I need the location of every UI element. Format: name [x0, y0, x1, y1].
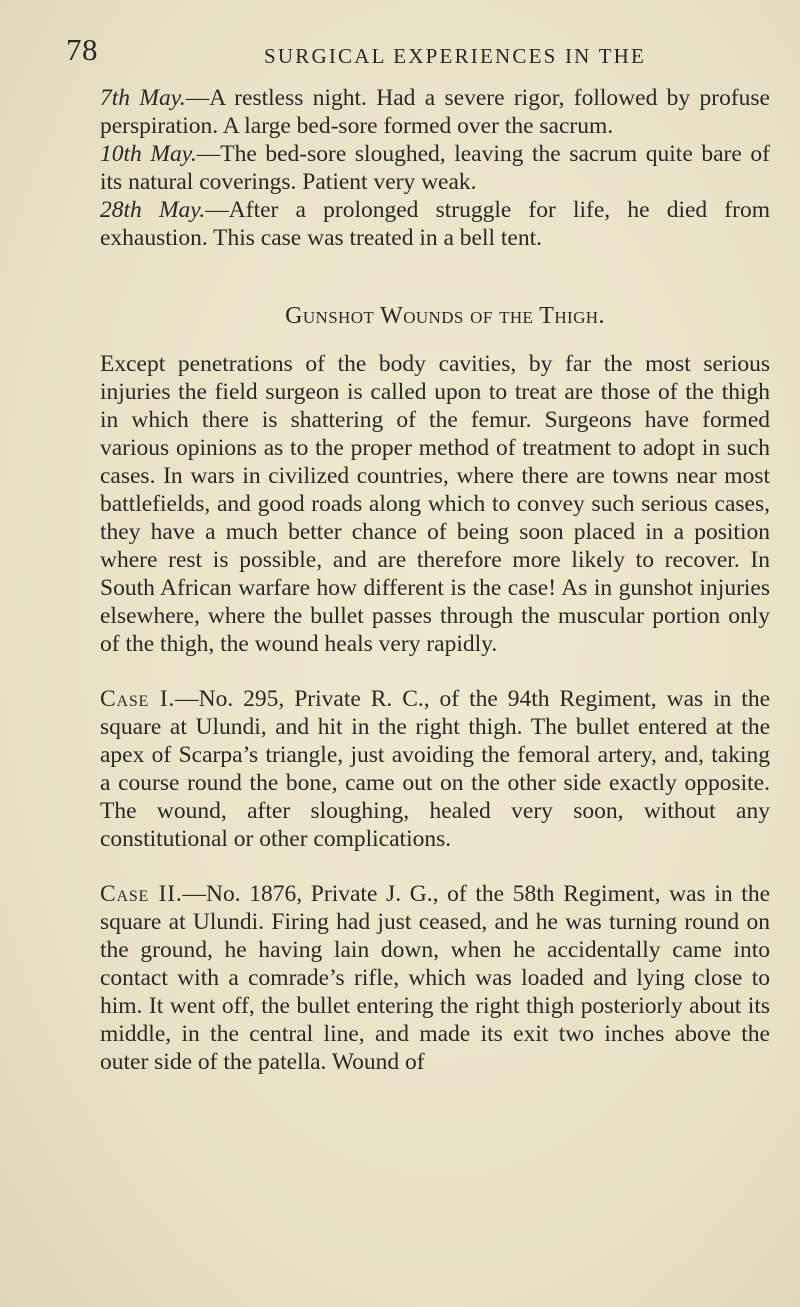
- entry-text: —After a prolonged struggle for life, he died from exhaustion. This case was treated in a bell tent.: [100, 197, 770, 251]
- entry-text: —The bed-sore sloughed, leaving the sacrum quite bare of its natural coverings. Patient very weak.: [100, 141, 770, 195]
- running-head: SURGICAL EXPERIENCES IN THE: [264, 44, 646, 68]
- diary-entry: [100, 84, 770, 140]
- page-body: [100, 84, 770, 1076]
- page-header: [66, 32, 734, 68]
- entry-text: —A restless night. Had a severe rigor, followed by profuse perspiration. A large bed-sore formed over the sacrum.: [100, 85, 770, 139]
- case-text: —No. 1876, Private J. G., of the 58th Regiment, was in the square at Ulundi. Firing had just ceased, and he was turning round on the ground, he having lain down, when he accidentally came into contact with a comrade’s rifle, which was loaded and lying close to him. It went off, the bullet entering the right thigh posteriorly about its middle, in the central line, and made its exit two inches above the outer side of the patella. Wound of: [100, 881, 770, 1075]
- entry-date: 28th May.: [100, 197, 206, 223]
- body-paragraph: Except penetrations of the body cavities, by far the most serious injuries the field surgeon is called upon to treat are those of the thigh in which there is shattering of the femur. Surgeons have formed various opinions as to the proper method of treatment to adopt in such cases. In wars in civilized countries, where there are towns near most battlefields, and good roads along which to convey such serious cases, they have a much better chance of being soon placed in a position where rest is possible, and are therefore more likely to recover. In South African warfare how different is the case! As in gunshot injuries elsewhere, where the bullet passes through the muscular portion only of the thigh, the wound heals very rapidly.: [100, 351, 770, 657]
- diary-entry: [100, 196, 770, 252]
- page-number: 78: [66, 32, 98, 67]
- case-text: —No. 295, Private R. C., of the 94th Regiment, was in the square at Ulundi, and hit in the right thigh. The bullet entered at the apex of Scarpa’s triangle, just avoiding the femoral artery, and, taking a course round the bone, came out on the other side exactly opposite. The wound, after sloughing, healed very soon, without any constitutional or other complications.: [100, 686, 771, 852]
- diary-entry: [100, 140, 770, 196]
- case-label: Case I.: [100, 686, 176, 712]
- section-title: Gunshot Wounds of the Thigh.: [285, 303, 605, 329]
- entry-date: 10th May.: [100, 141, 197, 167]
- case-paragraph: [100, 880, 770, 1076]
- entry-date: 7th May.: [100, 85, 186, 111]
- case-label: Case II.: [100, 881, 183, 907]
- case-paragraph: [100, 685, 770, 853]
